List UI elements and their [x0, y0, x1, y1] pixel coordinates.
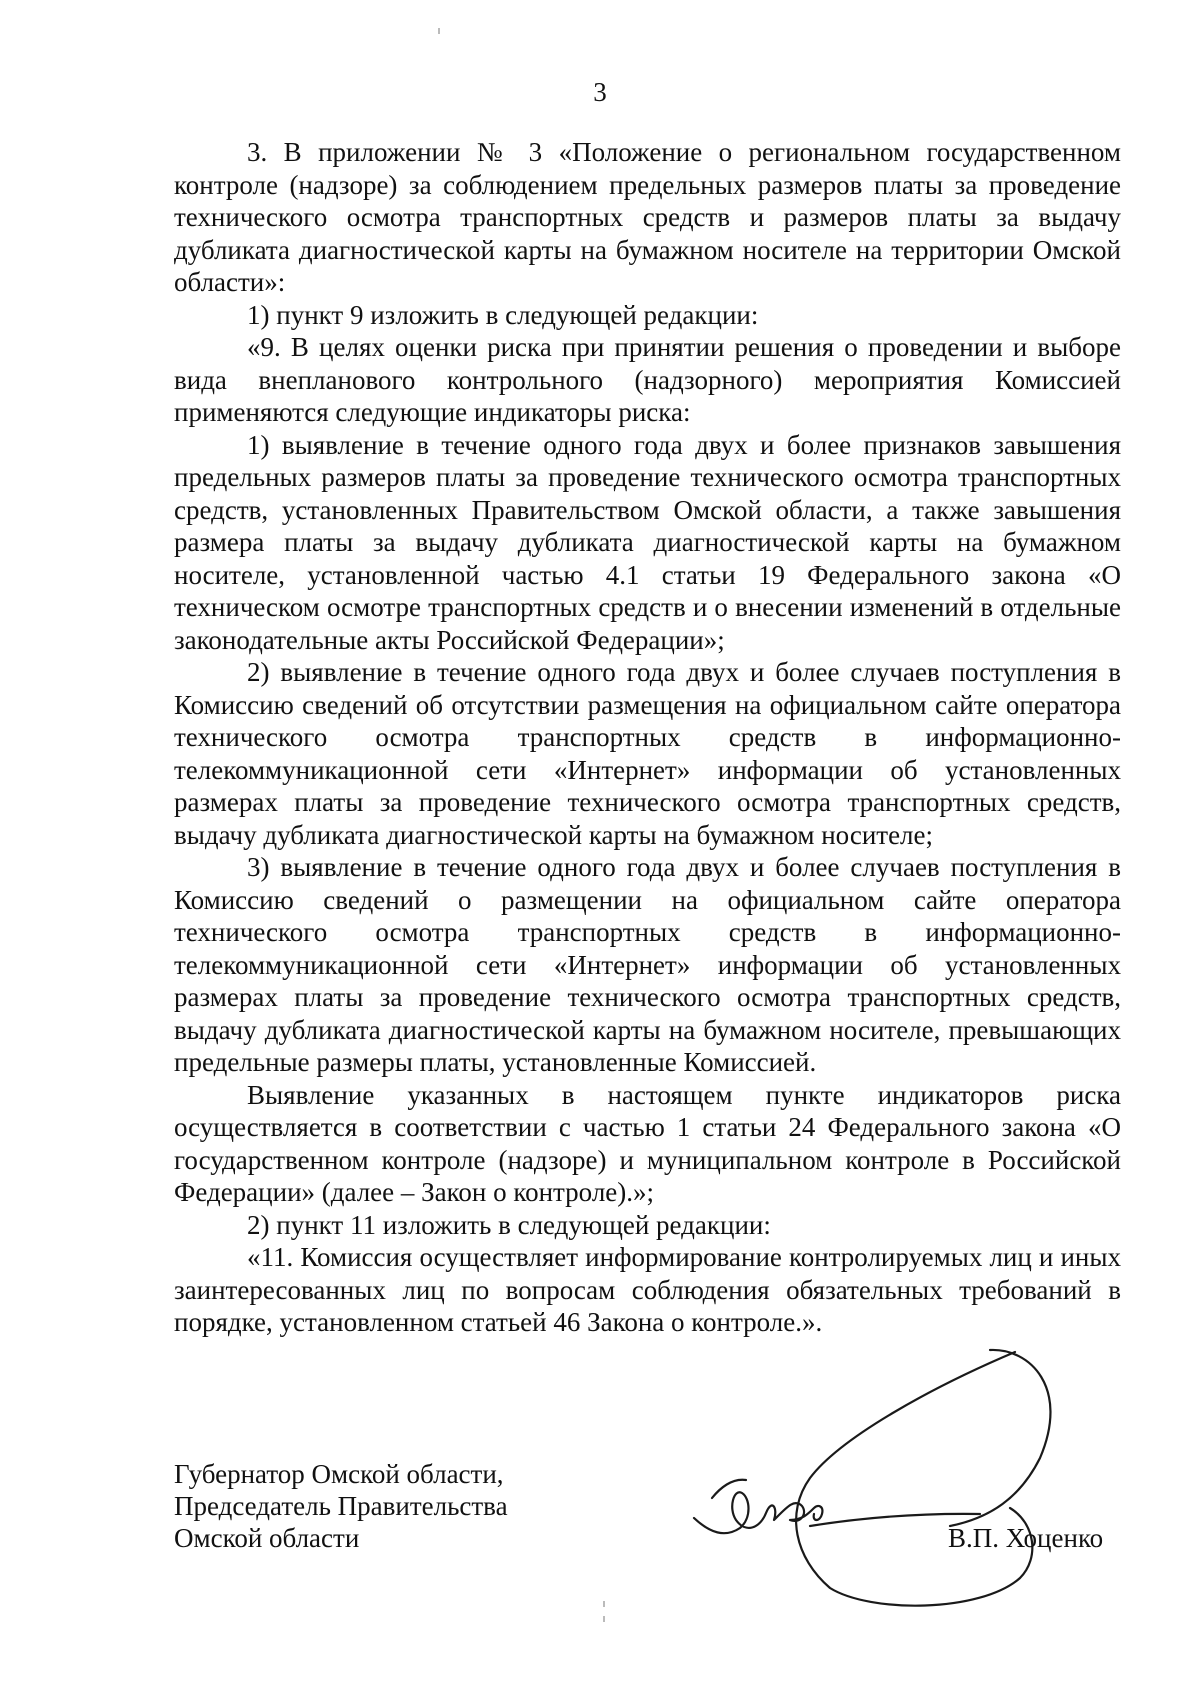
paragraph-risk-indicator-3: 3) выявление в течение одного года двух и более случаев поступления в Комиссию сведений о размещении на официальном сайте оператора технического осмотра транспортных средств в информационно-телекоммуникационной сети «Интернет» информации об установленных размерах платы за проведение технического осмотра транспортных средств, выдачу дубликата диагностической карты на бумажном носителе, превышающих предельные размеры платы, установленные Комиссией. — [174, 852, 1121, 1077]
paragraph-point-9: «9. В целях оценки риска при принятии решения о проведении и выборе вида внепланового контрольного (надзорного) мероприятия Комиссией применяются следующие индикаторы риска: — [174, 332, 1121, 427]
paragraph-appendix-3: 3. В приложении № 3 «Положение о региональном государственном контроле (надзоре) за соблюдением предельных размеров платы за проведение технического осмотра транспортных средств и размеров платы за выдачу дубликата диагностической карты на бумажном носителе на территории Омской области»: — [174, 137, 1121, 297]
signature-stroke — [694, 1492, 822, 1533]
paragraph-point-11: «11. Комиссия осуществляет информирование контролируемых лиц и иных заинтересованных лиц по вопросам соблюдения обязательных требований в порядке, установленном статьей 46 Закона о контроле.». — [174, 1242, 1121, 1337]
signature-stroke — [950, 1350, 1050, 1526]
handwritten-signature — [690, 1348, 1130, 1618]
page-number: 3 — [593, 77, 607, 107]
signature-stroke — [712, 1480, 746, 1498]
paragraph-risk-indicator-2: 2) выявление в течение одного года двух и более случаев поступления в Комиссию сведений об отсутствии размещения на официальном сайте оператора технического осмотра транспортных средств в информационно-телекоммуникационной сети «Интернет» информации об установленных размерах платы за проведение технического осмотра транспортных средств, выдачу дубликата диагностической карты на бумажном носителе; — [174, 657, 1121, 850]
scan-artifact — [438, 28, 440, 34]
paragraph-point-9-intro: 1) пункт 9 изложить в следующей редакции: — [247, 299, 759, 330]
document-body — [174, 136, 1121, 1339]
paragraph-risk-indicator-1: 1) выявление в течение одного года двух и более признаков завышения предельных размеров платы за проведение технического осмотра транспортных средств, установленных Правительством Омской области, а также завышения размера платы за выдачу дубликата диагностической карты на бумажном носителе, установленной частью 4.1 статьи 19 Федерального закона «О техническом осмотре транспортных средств и о внесении изменений в отдельные законодательные акты Российской Федерации»; — [174, 429, 1121, 655]
signatory-title-line: Омской области — [174, 1523, 360, 1553]
scan-artifact — [603, 1616, 605, 1622]
signatory-title-line: Председатель Правительства — [174, 1491, 508, 1521]
paragraph-point-11-intro: 2) пункт 11 изложить в следующей редакции: — [247, 1209, 771, 1240]
signature-stroke — [796, 1352, 1032, 1606]
scan-artifact — [603, 1601, 605, 1607]
signatory-title — [174, 1458, 534, 1554]
signatory-title-line: Губернатор Омской области, — [174, 1459, 504, 1489]
paragraph-risk-detection: Выявление указанных в настоящем пункте индикаторов риска осуществляется в соответствии с частью 1 статьи 24 Федерального закона «О государственном контроле (надзоре) и муниципальном контроле в Российской Федерации» (далее – Закон о контроле).»; — [174, 1079, 1121, 1207]
signer-name: В.П. Хоценко — [948, 1523, 1104, 1553]
